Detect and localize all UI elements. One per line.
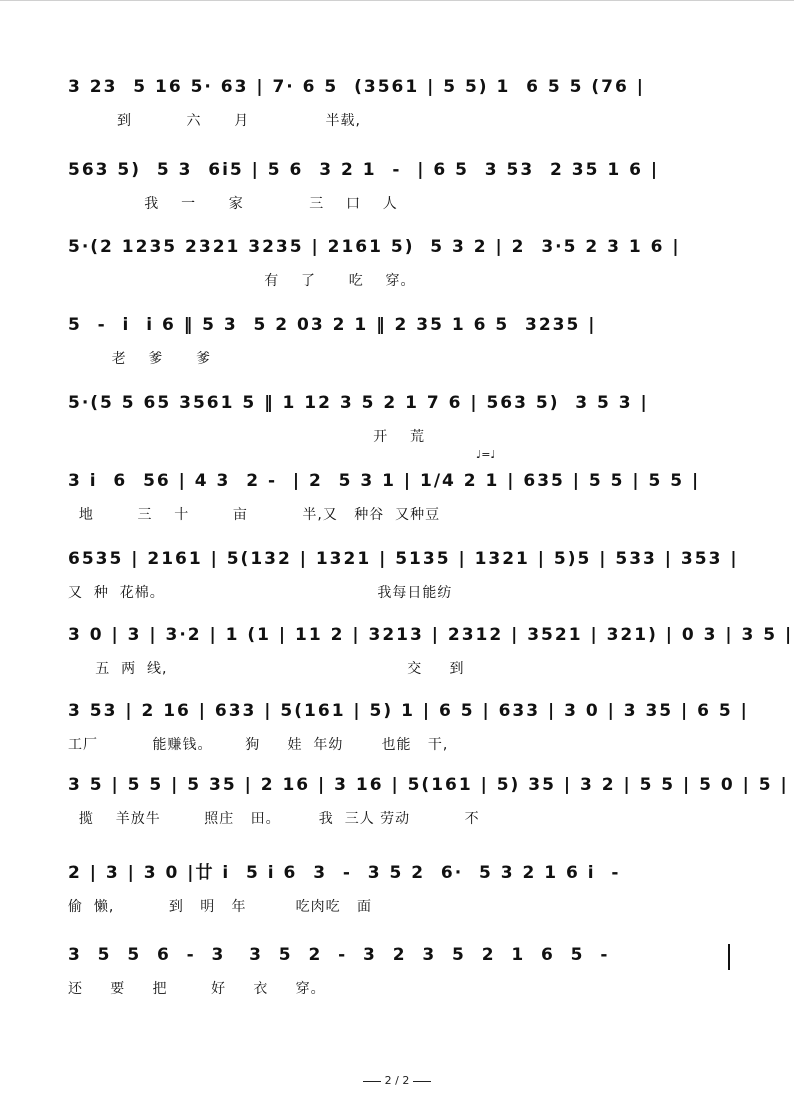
page-number-rule-left	[363, 1081, 381, 1082]
notation-line: 3 i 6 56 | 4 3 2 - | 2 5 3 1 | 1/4 2 1 | 635 | 5 5 | 5 5 |	[68, 471, 701, 491]
lyrics-line: 工厂 能赚钱。 狗 娃 年幼 也能 干,	[68, 737, 449, 753]
notation-line: 3 5 | 5 5 | 5 35 | 2 16 | 3 16 | 5(161 | 5) 35 | 3 2 | 5 5 | 5 0 | 5 |	[68, 775, 789, 795]
notation-line: 6535 | 2161 | 5(132 | 1321 | 5135 | 1321 | 5)5 | 533 | 353 |	[68, 549, 739, 569]
lyrics-line: 到 六 月 半载,	[68, 113, 362, 129]
lyrics-line: 又 种 花棉。 我每日能纺	[68, 585, 453, 601]
lyrics-line: 地 三 十 亩 半,又 种谷 又种豆	[68, 507, 441, 523]
lyrics-line: 五 两 线, 交 到	[68, 661, 465, 677]
notation-line: 3 23 5 16 5· 63 | 7· 6 5 (3561 | 5 5) 1 6 5 5 (76 |	[68, 77, 645, 97]
lyrics-line: 偷 懒, 到 明 年 吃肉吃 面	[68, 899, 372, 915]
lyrics-line: 揽 羊放牛 照庄 田。 我 三人 劳动 不	[68, 811, 480, 827]
notation-line: 563 5) 5 3 6i5 | 5 6 3 2 1 - | 6 5 3 53 2 35 1 6 |	[68, 160, 660, 180]
lyrics-line: 还 要 把 好 衣 穿。	[68, 981, 326, 997]
notation-line: 5 - i i 6 ‖ 5 3 5 2 03 2 1 ‖ 2 35 1 6 5 3235 |	[68, 315, 597, 335]
lyrics-line: 我 一 家 三 口 人	[68, 196, 398, 212]
lyrics-line: 老 爹 爹	[68, 351, 212, 367]
page-top-border	[0, 0, 794, 1]
notation-line: 5·(5 5 65 3561 5 ‖ 1 12 3 5 2 1 7 6 | 563 5) 3 5 3 |	[68, 393, 649, 413]
page-number-text: 2 / 2	[384, 1074, 410, 1087]
page-number-rule-right	[413, 1081, 431, 1082]
notation-line: 2 | 3 | 3 0 |廿 i 5 i 6 3 - 3 5 2 6· 5 3 2 1 6 i -	[68, 863, 621, 883]
lyrics-line: 开 荒	[68, 429, 426, 445]
page-number	[0, 1074, 794, 1087]
notation-line: 3 5 5 6 - 3 3 5 2 - 3 2 3 5 2 1 6 5 -	[68, 945, 610, 965]
final-barline	[728, 944, 730, 970]
tempo-marking: ♩=♩	[476, 448, 496, 461]
notation-line: 3 0 | 3 | 3·2 | 1 (1 | 11 2 | 3213 | 2312 | 3521 | 321) | 0 3 | 3 5 |	[68, 625, 794, 645]
lyrics-line: 有 了 吃 穿。	[68, 273, 416, 289]
notation-line: 3 53 | 2 16 | 633 | 5(161 | 5) 1 | 6 5 | 633 | 3 0 | 3 35 | 6 5 |	[68, 701, 749, 721]
notation-line: 5·(2 1235 2321 3235 | 2161 5) 5 3 2 | 2 3·5 2 3 1 6 |	[68, 237, 681, 257]
